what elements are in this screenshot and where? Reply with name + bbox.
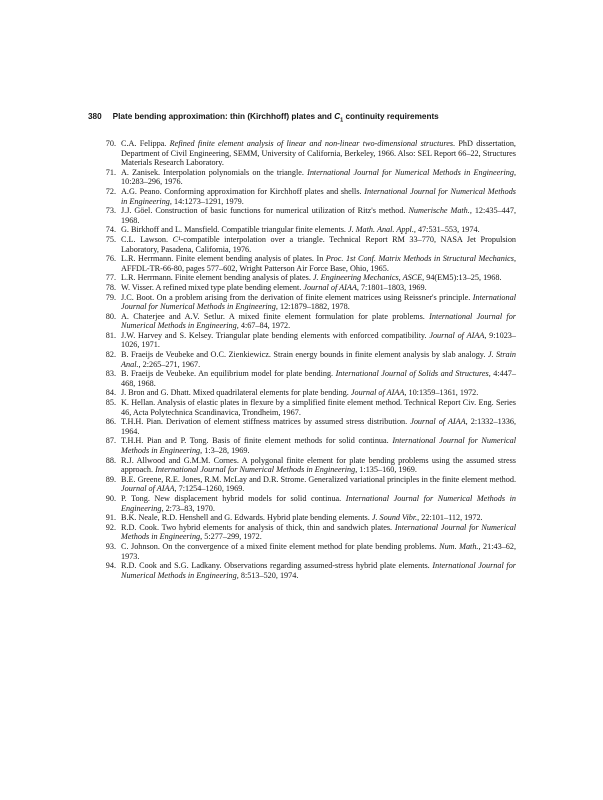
chapter-title-math-symbol: C bbox=[334, 112, 341, 121]
reference-number: 76. bbox=[105, 254, 116, 264]
reference-text: B.K. Neale, R.D. Henshell and G. Edwards. Hybrid plate bending elements. J. Sound Vibr., 22:101–112, 1972. bbox=[121, 513, 483, 523]
reference-text: A.G. Peano. Conforming approximation for Kirchhoff plates and shells. International Journal for Numerical Methods in Engineering, 14:1273–1291, 1979. bbox=[121, 186, 516, 206]
reference-number: 79. bbox=[105, 292, 116, 302]
reference-number: 94. bbox=[105, 561, 116, 571]
reference-number: 89. bbox=[105, 474, 116, 484]
reference-number: 78. bbox=[105, 282, 116, 292]
reference-item bbox=[103, 139, 516, 168]
reference-item bbox=[103, 225, 516, 235]
reference-item bbox=[103, 350, 516, 369]
reference-item bbox=[103, 206, 516, 225]
reference-number: 74. bbox=[105, 225, 116, 235]
reference-text: T.H.H. Pian. Derivation of element stiffness matrices by assumed stress distribution. Journal of AIAA, 2:1332–1336, 1964. bbox=[121, 417, 516, 436]
reference-number: 88. bbox=[105, 455, 116, 465]
chapter-title-rest: continuity requirements bbox=[343, 112, 439, 121]
reference-item bbox=[103, 273, 516, 283]
reference-text: K. Hellan. Analysis of elastic plates in flexure by a simplified finite element method. Technical Report Civ. Eng. Series 46, Acta Polytechnica Scandinavica, Trondheim, 1967. bbox=[121, 398, 516, 417]
reference-item bbox=[103, 542, 516, 561]
reference-text: C.A. Felippa. Refined finite element analysis of linear and non-linear two-dimensional structures. PhD dissertation, Department of Civil Engineering, SEMM, University of California, Berkeley, 1966. Also: SEL Report 66–22, Structures Materials Research Laboratory. bbox=[121, 139, 516, 168]
reference-item bbox=[103, 187, 516, 206]
reference-number: 70. bbox=[105, 139, 116, 148]
reference-number: 71. bbox=[105, 167, 116, 177]
chapter-title-subscript: 1 bbox=[340, 117, 344, 124]
reference-item bbox=[103, 331, 516, 350]
reference-item bbox=[103, 494, 516, 513]
reference-item bbox=[103, 283, 516, 293]
reference-item bbox=[103, 436, 516, 455]
reference-item bbox=[103, 369, 516, 388]
reference-item bbox=[103, 475, 516, 494]
reference-number: 90. bbox=[105, 493, 116, 503]
reference-number: 93. bbox=[105, 541, 116, 551]
reference-number: 80. bbox=[105, 311, 116, 321]
reference-number: 83. bbox=[105, 369, 116, 379]
reference-text: J.W. Harvey and S. Kelsey. Triangular plate bending elements with enforced compatibility. Journal of AIAA, 9:1023–1026, 1971. bbox=[121, 330, 516, 350]
chapter-title bbox=[113, 112, 518, 126]
page-number: 380 bbox=[88, 112, 102, 121]
reference-item bbox=[103, 561, 516, 580]
reference-item bbox=[103, 235, 516, 254]
reference-text: T.H.H. Pian and P. Tong. Basis of finite element methods for solid continua. International Journal for Numerical Methods in Engineering, 1:3–28, 1969. bbox=[121, 436, 516, 455]
reference-text: G. Birkhoff and L. Mansfield. Compatible triangular finite elements. J. Math. Anal. Appl., 47:531–553, 1974. bbox=[121, 225, 480, 235]
reference-text: B.E. Greene, R.E. Jones, R.M. McLay and D.R. Strome. Generalized variational principles in the finite element method. Journal of AIAA, 7:1254–1260, 1969. bbox=[121, 474, 516, 494]
reference-item bbox=[103, 523, 516, 542]
reference-text: C. Johnson. On the convergence of a mixed finite element method for plate bending problems. Num. Math., 21:43–62, 1973. bbox=[121, 541, 516, 561]
reference-number: 92. bbox=[105, 522, 116, 532]
reference-item bbox=[103, 456, 516, 475]
reference-text: R.D. Cook and S.G. Ladkany. Observations regarding assumed-stress hybrid plate elements. International Journal for Numerical Methods in Engineering, 8:513–520, 1974. bbox=[121, 561, 516, 580]
reference-number: 86. bbox=[105, 417, 116, 427]
reference-text: L.R. Herrmann. Finite element bending analysis of plates. J. Engineering Mechanics, ASCE, 94(EM5):13–25, 1968. bbox=[121, 273, 502, 283]
reference-text: A. Zanisek. Interpolation polynomials on the triangle. International Journal for Numerical Methods in Engineering, 10:283–296, 1976. bbox=[121, 167, 516, 187]
reference-number: 77. bbox=[105, 273, 116, 283]
reference-number: 75. bbox=[105, 234, 116, 244]
reference-text: J.J. Göel. Construction of basic functions for numerical utilization of Ritz's method. Numerische Math., 12:435–447, 1968. bbox=[121, 206, 516, 225]
reference-number: 91. bbox=[105, 513, 116, 523]
reference-text: C.L. Lawson. C¹-compatible interpolation over a triangle. Technical Report RM 33–770, NASA Jet Propulsion Laboratory, Pasadena, California, 1976. bbox=[121, 234, 517, 254]
reference-item bbox=[103, 168, 516, 187]
reference-number: 82. bbox=[105, 350, 116, 360]
reference-text: B. Fraeijs de Veubeke. An equilibrium model for plate bending. International Journal of Solids and Structures, 4:447–468, 1968. bbox=[121, 369, 516, 388]
reference-number: 85. bbox=[105, 398, 116, 408]
reference-item bbox=[103, 254, 516, 273]
reference-text: P. Tong. New displacement hybrid models for solid continua. International Journal for Numerical Methods in Engineering, 2:73–83, 1970. bbox=[121, 493, 516, 513]
reference-text: B. Fraeijs de Veubeke and O.C. Zienkiewicz. Strain energy bounds in finite element analysis by slab analogy. J. Strain Anal., 2:265–271, 1967. bbox=[121, 350, 516, 369]
reference-number: 87. bbox=[105, 436, 116, 446]
reference-item bbox=[103, 293, 516, 312]
reference-text: W. Visser. A refined mixed type plate bending element. Journal of AIAA, 7:1801–1803, 1969. bbox=[121, 282, 427, 292]
reference-text: A. Chaterjee and A.V. Setlur. A mixed finite element formulation for plate problems. International Journal for Numerical Methods in Engineering, 4:67–84, 1972. bbox=[121, 311, 516, 331]
reference-item bbox=[103, 513, 516, 523]
reference-list bbox=[103, 139, 516, 580]
reference-text: R.J. Allwood and G.M.M. Cornes. A polygonal finite element for plate bending problems using the assumed stress approach. International Journal for Numerical Methods in Engineering, 1:135–160, 1969. bbox=[121, 455, 516, 475]
reference-item bbox=[103, 312, 516, 331]
reference-item bbox=[103, 398, 516, 417]
running-header bbox=[88, 112, 518, 126]
reference-text: J.C. Boot. On a problem arising from the derivation of finite element matrices using Reissner's principle. International Journal for Numerical Methods in Engineering, 12:1879–1882, 1978. bbox=[121, 292, 516, 312]
reference-item bbox=[103, 388, 516, 398]
reference-number: 72. bbox=[105, 186, 116, 196]
reference-number: 81. bbox=[105, 330, 116, 340]
reference-text: L.R. Herrmann. Finite element bending analysis of plates. In Proc. 1st Conf. Matrix Methods in Structural Mechanics, AFFDL-TR-66-80, pages 577–602, Wright Patterson Air Force Base, Ohio, 1965. bbox=[121, 254, 516, 273]
reference-number: 84. bbox=[105, 388, 116, 398]
reference-item bbox=[103, 417, 516, 436]
reference-number: 73. bbox=[105, 206, 116, 216]
chapter-title-main: Plate bending approximation: thin (Kirchhoff) plates and bbox=[112, 112, 335, 121]
reference-text: J. Bron and G. Dhatt. Mixed quadrilateral elements for plate bending. Journal of AIAA, 10:1359–1361, 1972. bbox=[121, 388, 479, 398]
reference-text: R.D. Cook. Two hybrid elements for analysis of thick, thin and sandwich plates. International Journal for Numerical Methods in Engineering, 5:277–299, 1972. bbox=[121, 522, 516, 542]
